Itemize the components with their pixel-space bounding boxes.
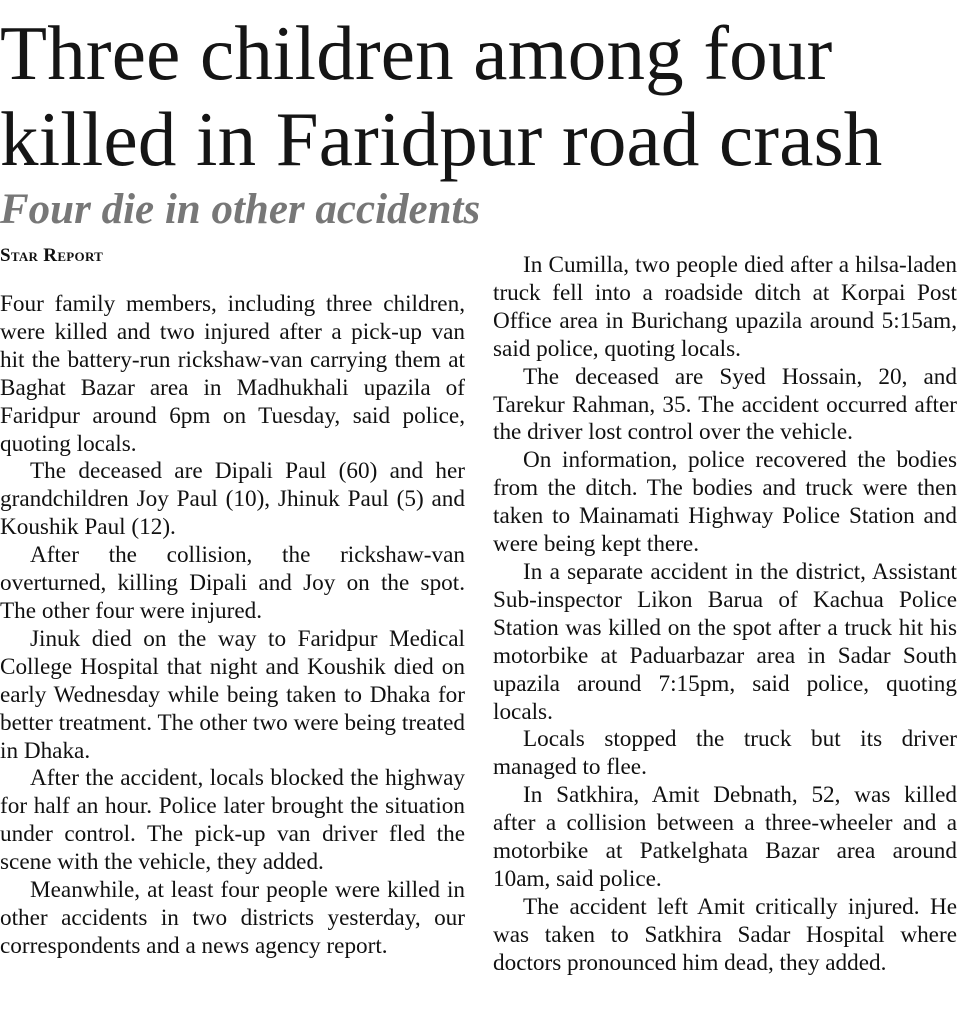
- article-left-column: [0, 291, 465, 961]
- paragraph: After the accident, locals blocked the highway for half an hour. Police later brought the situation under control. The pick-up van driver fled the scene with the vehicle, they added.: [0, 765, 465, 876]
- subheadline: Four die in other accidents: [0, 186, 481, 233]
- paragraph: Meanwhile, at least four people were killed in other accidents in two districts yesterday, our correspondents and a news agency report.: [0, 877, 465, 959]
- paragraph: In a separate accident in the district, Assistant Sub-inspector Likon Barua of Kachua Police Station was killed on the spot after a truck hit his motorbike at Paduarbazar area in Sadar South upazila around 7:15pm, said police, quoting locals.: [493, 558, 957, 725]
- headline: Three children among four killed in Faridpur road crash: [0, 10, 883, 182]
- paragraph: In Satkhira, Amit Debnath, 52, was killed after a collision between a three-wheeler and a motorbike at Patkelghata Bazar area around 10am, said police.: [493, 782, 957, 892]
- paragraph: In Cumilla, two people died after a hilsa-laden truck fell into a roadside ditch at Korpai Post Office area in Burichang upazila around 5:15am, said police, quoting locals.: [493, 252, 957, 362]
- paragraph: Four family members, including three children, were killed and two injured after a pick-up van hit the battery-run rickshaw-van carrying them at Baghat Bazar area in Madhukhali upazila of Faridpur around 6pm on Tuesday, said police, quoting locals.: [0, 291, 465, 457]
- paragraph: On information, police recovered the bodies from the ditch. The bodies and truck were then taken to Mainamati Highway Police Station and were being kept there.: [493, 447, 957, 558]
- article-right-column: [493, 252, 957, 978]
- paragraph: After the collision, the rickshaw-van overturned, killing Dipali and Joy on the spot. The other four were injured.: [0, 542, 465, 624]
- byline: Star Report: [0, 245, 104, 266]
- paragraph: Jinuk died on the way to Faridpur Medical College Hospital that night and Koushik died on early Wednesday while being taken to Dhaka for better treatment. The other two were being treated in Dhaka.: [0, 625, 465, 764]
- paragraph: The accident left Amit critically injured. He was taken to Satkhira Sadar Hospital where doctors pronounced him dead, they added.: [493, 893, 957, 976]
- paragraph: The deceased are Dipali Paul (60) and her grandchildren Joy Paul (10), Jhinuk Paul (5) and Koushik Paul (12).: [0, 458, 465, 541]
- paragraph: The deceased are Syed Hossain, 20, and Tarekur Rahman, 35. The accident occurred after the driver lost control over the vehicle.: [493, 363, 957, 446]
- paragraph: Locals stopped the truck but its driver managed to flee.: [493, 726, 957, 781]
